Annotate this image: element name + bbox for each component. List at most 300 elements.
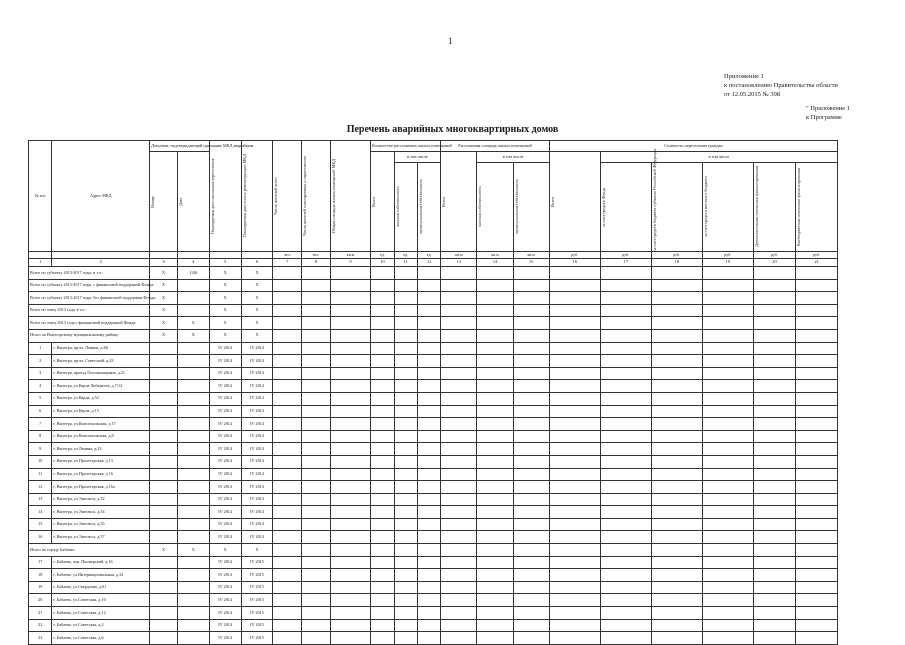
table-cell bbox=[330, 455, 370, 468]
table-cell bbox=[477, 632, 513, 645]
table-cell bbox=[417, 518, 440, 531]
table-cell bbox=[441, 329, 477, 342]
table-cell bbox=[371, 556, 394, 569]
table-row bbox=[29, 531, 838, 544]
table-cell bbox=[150, 418, 178, 431]
header-cost-incl: в том числе bbox=[600, 152, 837, 163]
table-cell: 22 bbox=[29, 619, 52, 632]
table-cell bbox=[651, 304, 702, 317]
table-cell bbox=[477, 443, 513, 456]
table-cell bbox=[273, 556, 302, 569]
table-cell bbox=[796, 455, 838, 468]
table-cell bbox=[600, 367, 651, 380]
table-cell bbox=[513, 443, 549, 456]
table-cell bbox=[417, 581, 440, 594]
table-cell bbox=[177, 581, 209, 594]
table-cell: ед. bbox=[417, 252, 440, 259]
table-cell: 12 bbox=[417, 259, 440, 267]
table-cell bbox=[177, 556, 209, 569]
table-cell bbox=[513, 342, 549, 355]
units-row bbox=[29, 252, 838, 259]
table-cell bbox=[513, 518, 549, 531]
table-cell bbox=[600, 392, 651, 405]
table-cell: IV 2014 bbox=[209, 594, 241, 607]
table-cell bbox=[302, 342, 331, 355]
table-cell bbox=[177, 252, 209, 259]
table-cell bbox=[477, 405, 513, 418]
table-cell bbox=[651, 607, 702, 620]
table-cell bbox=[330, 594, 370, 607]
table-cell bbox=[600, 292, 651, 305]
table-cell: 16 bbox=[549, 259, 600, 267]
table-cell bbox=[441, 544, 477, 557]
table-cell: 23 bbox=[29, 632, 52, 645]
table-cell: X bbox=[150, 267, 178, 280]
table-cell bbox=[796, 292, 838, 305]
table-cell bbox=[273, 418, 302, 431]
table-cell bbox=[417, 292, 440, 305]
table-cell bbox=[330, 544, 370, 557]
table-cell bbox=[330, 569, 370, 582]
table-cell bbox=[177, 292, 209, 305]
table-cell bbox=[651, 443, 702, 456]
table-cell bbox=[371, 619, 394, 632]
table-cell bbox=[394, 544, 417, 557]
summary-row bbox=[29, 292, 838, 305]
table-cell: IV 2014 bbox=[209, 468, 241, 481]
table-cell bbox=[477, 518, 513, 531]
table-cell bbox=[702, 493, 753, 506]
table-cell bbox=[651, 594, 702, 607]
table-cell bbox=[477, 569, 513, 582]
table-row bbox=[29, 581, 838, 594]
table-cell bbox=[441, 632, 477, 645]
table-cell: IV 2015 bbox=[241, 607, 273, 620]
table-cell: руб. bbox=[702, 252, 753, 259]
table-cell bbox=[150, 430, 178, 443]
table-cell bbox=[273, 468, 302, 481]
table-cell bbox=[394, 607, 417, 620]
table-cell bbox=[177, 380, 209, 393]
table-cell bbox=[302, 531, 331, 544]
table-cell bbox=[273, 279, 302, 292]
table-cell bbox=[600, 594, 651, 607]
table-cell bbox=[513, 355, 549, 368]
table-cell: IV 2014 bbox=[241, 455, 273, 468]
table-row bbox=[29, 468, 838, 481]
table-header bbox=[29, 141, 838, 267]
table-cell: IV 2014 bbox=[209, 443, 241, 456]
table-cell bbox=[600, 405, 651, 418]
table-cell: руб. bbox=[600, 252, 651, 259]
summary-row bbox=[29, 544, 838, 557]
table-cell bbox=[651, 518, 702, 531]
table-cell bbox=[371, 518, 394, 531]
header-cost-extrabudget: Внебюджетные источники финансирования bbox=[796, 167, 802, 247]
header-rooms-private: частная собственность bbox=[394, 186, 400, 228]
table-cell bbox=[702, 342, 753, 355]
table-cell bbox=[302, 292, 331, 305]
table-cell: X bbox=[209, 267, 241, 280]
table-cell: IV 2014 bbox=[209, 607, 241, 620]
table-cell bbox=[651, 392, 702, 405]
table-cell: г. Вытегра, ул.Энгельса, д.52 bbox=[52, 493, 150, 506]
table-cell: 7 bbox=[273, 259, 302, 267]
table-cell: 3 bbox=[150, 259, 178, 267]
table-cell bbox=[302, 506, 331, 519]
table-cell bbox=[600, 267, 651, 280]
table-cell bbox=[441, 594, 477, 607]
table-cell: Всего по этапу 2013 года с финансовой поддержкой Фонда: bbox=[29, 317, 150, 330]
table-cell bbox=[702, 329, 753, 342]
table-cell bbox=[753, 267, 796, 280]
table-cell bbox=[549, 317, 600, 330]
table-cell bbox=[600, 342, 651, 355]
table-cell bbox=[394, 569, 417, 582]
table-cell bbox=[702, 267, 753, 280]
table-cell bbox=[417, 443, 440, 456]
table-cell bbox=[150, 607, 178, 620]
table-cell bbox=[549, 292, 600, 305]
table-cell bbox=[394, 342, 417, 355]
table-cell: IV 2014 bbox=[241, 468, 273, 481]
table-cell: г. Бабаево, ул.Советская, д.12 bbox=[52, 607, 150, 620]
table-cell: г. Вытегра, ул.Комсомольская, д.8 bbox=[52, 430, 150, 443]
table-row bbox=[29, 569, 838, 582]
table-cell: г. Бабаево, ул.Советская, д.10 bbox=[52, 594, 150, 607]
table-cell bbox=[177, 531, 209, 544]
table-cell: 18 bbox=[29, 569, 52, 582]
table-cell: 21 bbox=[796, 259, 838, 267]
table-cell bbox=[549, 329, 600, 342]
table-cell: руб. bbox=[549, 252, 600, 259]
table-cell bbox=[549, 405, 600, 418]
table-cell bbox=[417, 380, 440, 393]
table-cell bbox=[600, 430, 651, 443]
table-cell bbox=[330, 267, 370, 280]
table-cell bbox=[513, 405, 549, 418]
table-cell bbox=[273, 594, 302, 607]
table-cell: г. Бабаево, ул.Интернациональная, д.34 bbox=[52, 569, 150, 582]
table-cell bbox=[394, 632, 417, 645]
table-cell bbox=[513, 619, 549, 632]
table-cell: Всего по субъекту 2013-2017 годы, в т.ч.: bbox=[29, 267, 150, 280]
table-cell bbox=[702, 455, 753, 468]
table-cell: г. Бабаево, ул.Свердлова, д.61 bbox=[52, 581, 150, 594]
table-cell bbox=[177, 506, 209, 519]
table-cell bbox=[177, 355, 209, 368]
table-cell: 15 bbox=[513, 259, 549, 267]
table-cell bbox=[177, 632, 209, 645]
table-cell bbox=[477, 267, 513, 280]
table-cell: 19 bbox=[29, 581, 52, 594]
table-cell bbox=[371, 481, 394, 494]
table-cell bbox=[441, 455, 477, 468]
table-cell bbox=[549, 569, 600, 582]
table-cell bbox=[477, 329, 513, 342]
table-cell: IV 2014 bbox=[241, 367, 273, 380]
table-cell bbox=[330, 392, 370, 405]
table-cell: г. Вытегра, пр-кт. Ленина, д.66 bbox=[52, 342, 150, 355]
header-cost: Стоимость переселения граждан bbox=[549, 141, 837, 152]
table-cell bbox=[394, 405, 417, 418]
table-cell: 1 bbox=[29, 342, 52, 355]
table-cell: 20 bbox=[29, 594, 52, 607]
table-cell bbox=[394, 556, 417, 569]
table-cell bbox=[753, 544, 796, 557]
table-cell bbox=[753, 556, 796, 569]
table-cell bbox=[441, 304, 477, 317]
table-cell: IV 2015 bbox=[241, 632, 273, 645]
table-cell bbox=[651, 317, 702, 330]
table-cell bbox=[651, 279, 702, 292]
table-cell bbox=[371, 329, 394, 342]
table-cell bbox=[549, 380, 600, 393]
table-cell bbox=[549, 481, 600, 494]
table-cell bbox=[417, 430, 440, 443]
table-cell bbox=[796, 279, 838, 292]
table-cell: г. Вытегра, ул.Пролетарская, д.16 bbox=[52, 468, 150, 481]
table-cell bbox=[371, 380, 394, 393]
table-cell bbox=[330, 632, 370, 645]
table-cell bbox=[477, 581, 513, 594]
table-cell bbox=[477, 493, 513, 506]
table-cell bbox=[150, 367, 178, 380]
table-cell bbox=[330, 581, 370, 594]
table-cell bbox=[702, 594, 753, 607]
table-cell bbox=[753, 292, 796, 305]
table-cell bbox=[273, 506, 302, 519]
column-numbers-row bbox=[29, 259, 838, 267]
table-cell bbox=[394, 392, 417, 405]
table-cell bbox=[549, 342, 600, 355]
table-cell: г. Вытегра, ул.Пролетарская, д.16а bbox=[52, 481, 150, 494]
table-cell bbox=[796, 380, 838, 393]
table-cell bbox=[371, 430, 394, 443]
table-cell: IV 2015 bbox=[241, 556, 273, 569]
table-cell bbox=[702, 632, 753, 645]
table-cell: 20 bbox=[753, 259, 796, 267]
table-cell bbox=[753, 367, 796, 380]
table-cell bbox=[702, 481, 753, 494]
table-cell bbox=[417, 632, 440, 645]
table-cell bbox=[371, 267, 394, 280]
table-cell bbox=[796, 304, 838, 317]
table-cell bbox=[177, 619, 209, 632]
table-cell bbox=[273, 544, 302, 557]
table-cell bbox=[273, 342, 302, 355]
table-cell bbox=[600, 317, 651, 330]
table-row bbox=[29, 342, 838, 355]
table-row bbox=[29, 518, 838, 531]
table-cell bbox=[273, 329, 302, 342]
table-cell bbox=[441, 355, 477, 368]
table-cell: 10 bbox=[371, 259, 394, 267]
table-cell: 7 bbox=[29, 418, 52, 431]
table-cell bbox=[651, 430, 702, 443]
table-cell bbox=[753, 342, 796, 355]
table-cell bbox=[302, 518, 331, 531]
table-cell bbox=[417, 267, 440, 280]
table-cell: кв.м bbox=[441, 252, 477, 259]
table-cell: чел. bbox=[273, 252, 302, 259]
table-cell bbox=[150, 392, 178, 405]
table-cell bbox=[702, 418, 753, 431]
table-cell bbox=[651, 531, 702, 544]
table-cell: X bbox=[241, 279, 273, 292]
table-cell bbox=[796, 544, 838, 557]
table-cell bbox=[441, 518, 477, 531]
table-cell: X bbox=[150, 279, 178, 292]
table-cell bbox=[796, 607, 838, 620]
table-cell: кв.м bbox=[477, 252, 513, 259]
table-cell bbox=[753, 632, 796, 645]
table-cell bbox=[150, 443, 178, 456]
table-cell bbox=[417, 481, 440, 494]
table-cell bbox=[796, 443, 838, 456]
table-cell bbox=[177, 443, 209, 456]
table-cell bbox=[796, 632, 838, 645]
table-cell: г. Вытегра, ул.Карла, д.15 bbox=[52, 405, 150, 418]
table-cell bbox=[330, 292, 370, 305]
table-cell: X bbox=[241, 304, 273, 317]
table-cell bbox=[394, 355, 417, 368]
table-cell bbox=[273, 380, 302, 393]
table-cell: IV 2014 bbox=[241, 380, 273, 393]
table-cell bbox=[513, 418, 549, 431]
table-cell bbox=[417, 506, 440, 519]
table-cell: IV 2014 bbox=[209, 367, 241, 380]
table-cell bbox=[441, 581, 477, 594]
table-cell: IV 2014 bbox=[241, 531, 273, 544]
table-cell bbox=[796, 468, 838, 481]
table-cell: 13 bbox=[441, 259, 477, 267]
table-cell bbox=[549, 506, 600, 519]
table-cell bbox=[513, 392, 549, 405]
table-cell bbox=[394, 493, 417, 506]
header-planned-resettle: Планируемая дата окончания переселения bbox=[209, 158, 215, 234]
table-cell bbox=[177, 430, 209, 443]
table-cell bbox=[651, 632, 702, 645]
table-cell bbox=[371, 632, 394, 645]
table-cell bbox=[330, 493, 370, 506]
header-rooms-municipal: муниципальная собственность bbox=[417, 179, 423, 235]
table-cell: 19 bbox=[702, 259, 753, 267]
table-cell: IV 2014 bbox=[209, 380, 241, 393]
table-cell: IV 2015 bbox=[241, 619, 273, 632]
table-cell: IV 2014 bbox=[209, 556, 241, 569]
document-title: Перечень аварийных многоквартирных домов bbox=[346, 124, 559, 135]
table-cell bbox=[150, 619, 178, 632]
table-cell bbox=[371, 405, 394, 418]
table-row bbox=[29, 355, 838, 368]
table-cell bbox=[371, 304, 394, 317]
table-cell bbox=[330, 317, 370, 330]
table-cell bbox=[302, 405, 331, 418]
table-cell bbox=[302, 632, 331, 645]
emergency-housing-table bbox=[28, 140, 838, 645]
table-cell: 4 bbox=[177, 259, 209, 267]
table-cell: 8 bbox=[29, 430, 52, 443]
table-cell bbox=[417, 569, 440, 582]
table-cell: X bbox=[241, 292, 273, 305]
table-cell bbox=[417, 367, 440, 380]
table-cell bbox=[330, 342, 370, 355]
table-cell bbox=[600, 506, 651, 519]
table-cell bbox=[549, 607, 600, 620]
table-cell bbox=[417, 405, 440, 418]
table-cell bbox=[150, 518, 178, 531]
table-cell: 17 bbox=[29, 556, 52, 569]
table-cell bbox=[371, 292, 394, 305]
table-cell: X bbox=[241, 317, 273, 330]
table-cell: 2 bbox=[29, 355, 52, 368]
table-cell bbox=[441, 619, 477, 632]
table-cell bbox=[651, 418, 702, 431]
table-cell bbox=[29, 252, 52, 259]
table-cell bbox=[441, 506, 477, 519]
table-cell bbox=[651, 405, 702, 418]
table-row bbox=[29, 556, 838, 569]
table-cell bbox=[177, 392, 209, 405]
table-cell bbox=[302, 481, 331, 494]
table-cell bbox=[477, 468, 513, 481]
table-cell bbox=[394, 594, 417, 607]
table-cell bbox=[150, 455, 178, 468]
table-row bbox=[29, 367, 838, 380]
table-cell bbox=[651, 455, 702, 468]
table-cell bbox=[394, 267, 417, 280]
table-cell bbox=[177, 405, 209, 418]
table-cell bbox=[302, 430, 331, 443]
table-cell: 4 bbox=[29, 380, 52, 393]
table-cell bbox=[302, 279, 331, 292]
table-cell bbox=[753, 619, 796, 632]
table-cell: IV 2014 bbox=[241, 506, 273, 519]
table-cell bbox=[441, 392, 477, 405]
table-cell bbox=[394, 367, 417, 380]
table-cell bbox=[441, 367, 477, 380]
table-cell bbox=[796, 506, 838, 519]
table-cell: IV 2014 bbox=[241, 392, 273, 405]
header-doc-number: Номер bbox=[150, 195, 156, 208]
table-cell bbox=[753, 405, 796, 418]
table-cell bbox=[513, 581, 549, 594]
table-cell bbox=[177, 607, 209, 620]
table-cell bbox=[753, 380, 796, 393]
table-cell bbox=[753, 304, 796, 317]
table-cell bbox=[371, 443, 394, 456]
table-cell bbox=[330, 329, 370, 342]
table-cell: 2 bbox=[52, 259, 150, 267]
header-cost-local: за счет средств местного бюджета bbox=[702, 176, 708, 238]
table-cell bbox=[702, 506, 753, 519]
table-cell bbox=[513, 455, 549, 468]
table-cell bbox=[302, 594, 331, 607]
table-cell: X bbox=[209, 317, 241, 330]
table-cell bbox=[600, 468, 651, 481]
table-cell bbox=[394, 506, 417, 519]
table-cell bbox=[549, 518, 600, 531]
table-cell bbox=[273, 531, 302, 544]
table-cell: IV 2014 bbox=[209, 392, 241, 405]
table-row bbox=[29, 455, 838, 468]
table-cell: ед. bbox=[371, 252, 394, 259]
table-cell: X bbox=[150, 304, 178, 317]
table-cell bbox=[796, 493, 838, 506]
table-cell bbox=[394, 418, 417, 431]
table-cell bbox=[177, 468, 209, 481]
